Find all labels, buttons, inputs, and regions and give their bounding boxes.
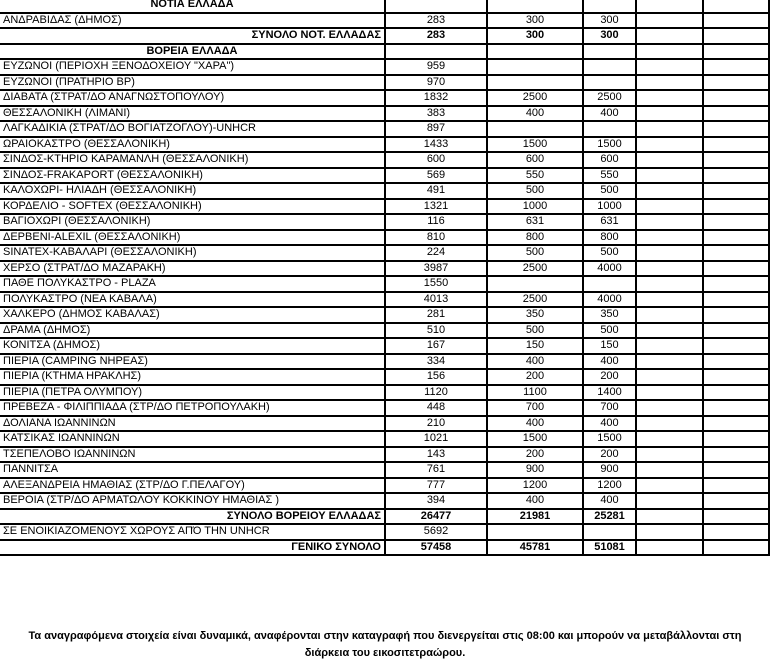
- cell-value-1: 897: [385, 121, 487, 137]
- cell-value-2: 300: [487, 13, 583, 29]
- cell-value-3: [583, 0, 636, 13]
- cell-empty-4: [636, 28, 703, 44]
- cell-empty-4: [636, 354, 703, 370]
- cell-value-3: 500: [583, 245, 636, 261]
- cell-empty-4: [636, 183, 703, 199]
- cell-value-2: 500: [487, 183, 583, 199]
- cell-empty-4: [636, 90, 703, 106]
- cell-value-2: 2500: [487, 261, 583, 277]
- table-row: [0, 400, 769, 416]
- cell-value-2: 45781: [487, 540, 583, 556]
- cell-value-3: 500: [583, 323, 636, 339]
- cell-empty-4: [636, 493, 703, 509]
- cell-site-name: ΔΡΑΜΑ (ΔΗΜΟΣ): [0, 323, 385, 339]
- cell-value-2: 1200: [487, 478, 583, 494]
- table-row: [0, 13, 769, 29]
- cell-value-2: 500: [487, 245, 583, 261]
- table-row: [0, 431, 769, 447]
- table-row: [0, 106, 769, 122]
- cell-value-3: [583, 524, 636, 540]
- cell-value-3: 1500: [583, 431, 636, 447]
- cell-value-3: 2500: [583, 90, 636, 106]
- cell-site-name: ΔΕΡΒΕΝΙ-ALEXIL (ΘΕΣΣΑΛΟΝΙΚΗ): [0, 230, 385, 246]
- cell-value-2: 2500: [487, 292, 583, 308]
- cell-empty-5: [703, 28, 769, 44]
- cell-value-2: [487, 59, 583, 75]
- cell-empty-4: [636, 338, 703, 354]
- cell-site-name: ΩΡΑΙΟΚΑΣΤΡΟ (ΘΕΣΣΑΛΟΝΙΚΗ): [0, 137, 385, 153]
- cell-value-3: 150: [583, 338, 636, 354]
- cell-value-2: 631: [487, 214, 583, 230]
- table-row: [0, 524, 769, 540]
- cell-value-3: 400: [583, 106, 636, 122]
- cell-value-1: 116: [385, 214, 487, 230]
- total-row: [0, 540, 769, 556]
- cell-empty-4: [636, 106, 703, 122]
- cell-site-name: ΣΥΝΟΛΟ ΒΟΡΕΙΟΥ ΕΛΛΑΔΑΣ: [0, 509, 385, 525]
- total-row: [0, 509, 769, 525]
- cell-empty-5: [703, 245, 769, 261]
- cell-value-2: 1500: [487, 137, 583, 153]
- cell-empty-4: [636, 0, 703, 13]
- cell-value-2: 500: [487, 323, 583, 339]
- cell-value-2: [487, 44, 583, 60]
- section-header-row: [0, 44, 769, 60]
- cell-site-name: ΒΕΡΟΙΑ (ΣΤΡ/ΔΟ ΑΡΜΑΤΩΛΟΥ ΚΟΚΚΙΝΟΥ ΗΜΑΘΙΑΣ ): [0, 493, 385, 509]
- cell-value-2: 300: [487, 28, 583, 44]
- footnote: [0, 628, 770, 662]
- cell-value-2: [487, 121, 583, 137]
- section-header-row: [0, 0, 769, 13]
- cell-value-2: 400: [487, 106, 583, 122]
- cell-value-2: 400: [487, 493, 583, 509]
- table-row: [0, 230, 769, 246]
- table-row: [0, 183, 769, 199]
- cell-site-name: ΕΥΖΩΝΟΙ (ΠΕΡΙΟΧΗ ΞΕΝΟΔΟΧΕΙΟΥ "ΧΑΡΑ"): [0, 59, 385, 75]
- cell-value-3: 1200: [583, 478, 636, 494]
- cell-value-1: 1321: [385, 199, 487, 215]
- cell-value-3: 1000: [583, 199, 636, 215]
- cell-empty-5: [703, 75, 769, 91]
- footnote-line-2: διάρκεια του εικοσιτετραώρου.: [304, 647, 466, 659]
- total-row: [0, 28, 769, 44]
- cell-value-2: 1000: [487, 199, 583, 215]
- cell-value-1: 281: [385, 307, 487, 323]
- cell-site-name: ΛΑΓΚΑΔΙΚΙΑ (ΣΤΡΑΤ/ΔΟ ΒΟΓΙΑΤΖΟΓΛΟΥ)-UNHCR: [0, 121, 385, 137]
- cell-empty-4: [636, 400, 703, 416]
- cell-empty-5: [703, 354, 769, 370]
- cell-value-1: [385, 0, 487, 13]
- cell-value-3: 200: [583, 447, 636, 463]
- cell-value-1: 26477: [385, 509, 487, 525]
- cell-value-3: 350: [583, 307, 636, 323]
- cell-empty-4: [636, 137, 703, 153]
- cell-value-3: 631: [583, 214, 636, 230]
- cell-empty-5: [703, 13, 769, 29]
- cell-value-3: 550: [583, 168, 636, 184]
- cell-value-3: 400: [583, 354, 636, 370]
- cell-value-1: 970: [385, 75, 487, 91]
- cell-site-name: ΧΕΡΣΟ (ΣΤΡΑΤ/ΔΟ ΜΑΖΑΡΑΚΗ): [0, 261, 385, 277]
- cell-value-3: 4000: [583, 261, 636, 277]
- cell-empty-4: [636, 199, 703, 215]
- cell-empty-5: [703, 416, 769, 432]
- table-row: [0, 59, 769, 75]
- cell-empty-5: [703, 540, 769, 556]
- cell-site-name: ΘΕΣΣΑΛΟΝΙΚΗ (ΛΙΜΑΝΙ): [0, 106, 385, 122]
- cell-empty-4: [636, 369, 703, 385]
- cell-empty-4: [636, 276, 703, 292]
- cell-value-3: 25281: [583, 509, 636, 525]
- cell-value-3: 600: [583, 152, 636, 168]
- table-row: [0, 168, 769, 184]
- cell-empty-5: [703, 478, 769, 494]
- table-row: [0, 137, 769, 153]
- cell-empty-5: [703, 292, 769, 308]
- table-row: [0, 385, 769, 401]
- cell-empty-5: [703, 59, 769, 75]
- table-row: [0, 214, 769, 230]
- cell-empty-5: [703, 493, 769, 509]
- cell-value-2: 900: [487, 462, 583, 478]
- cell-value-2: 21981: [487, 509, 583, 525]
- cell-empty-4: [636, 13, 703, 29]
- cell-site-name: ΚΟΡΔΕΛΙΟ - SOFTEX (ΘΕΣΣΑΛΟΝΙΚΗ): [0, 199, 385, 215]
- table-row: [0, 493, 769, 509]
- cell-value-2: 550: [487, 168, 583, 184]
- cell-value-3: 200: [583, 369, 636, 385]
- cell-empty-4: [636, 121, 703, 137]
- cell-value-3: [583, 276, 636, 292]
- cell-empty-4: [636, 478, 703, 494]
- table-row: [0, 338, 769, 354]
- cell-value-1: 156: [385, 369, 487, 385]
- cell-value-2: 150: [487, 338, 583, 354]
- cell-value-1: 1433: [385, 137, 487, 153]
- cell-value-2: [487, 75, 583, 91]
- cell-empty-5: [703, 431, 769, 447]
- cell-empty-4: [636, 59, 703, 75]
- cell-value-1: 491: [385, 183, 487, 199]
- cell-value-1: 5692: [385, 524, 487, 540]
- cell-value-1: 959: [385, 59, 487, 75]
- cell-value-2: 1500: [487, 431, 583, 447]
- cell-value-3: 700: [583, 400, 636, 416]
- cell-value-3: 500: [583, 183, 636, 199]
- cell-empty-5: [703, 307, 769, 323]
- cell-value-2: 700: [487, 400, 583, 416]
- cell-value-2: 800: [487, 230, 583, 246]
- cell-empty-4: [636, 75, 703, 91]
- cell-value-3: 400: [583, 493, 636, 509]
- cell-empty-5: [703, 44, 769, 60]
- cell-empty-4: [636, 152, 703, 168]
- cell-empty-4: [636, 540, 703, 556]
- cell-empty-5: [703, 323, 769, 339]
- cell-site-name: ΣΥΝΟΛΟ ΝΟΤ. ΕΛΛΑΔΑΣ: [0, 28, 385, 44]
- cell-value-1: 334: [385, 354, 487, 370]
- cell-site-name: SINATEX-ΚΑΒΑΛΑΡΙ (ΘΕΣΣΑΛΟΝΙΚΗ): [0, 245, 385, 261]
- cell-value-1: 167: [385, 338, 487, 354]
- cell-site-name: ΣΙΝΔΟΣ-ΚΤΗΡΙΟ ΚΑΡΑΜΑΝΛΗ (ΘΕΣΣΑΛΟΝΙΚΗ): [0, 152, 385, 168]
- cell-value-3: 300: [583, 28, 636, 44]
- cell-value-3: [583, 44, 636, 60]
- cell-empty-4: [636, 509, 703, 525]
- cell-site-name: ΚΟΝΙΤΣΑ (ΔΗΜΟΣ): [0, 338, 385, 354]
- table-row: [0, 307, 769, 323]
- cell-empty-5: [703, 462, 769, 478]
- cell-empty-5: [703, 183, 769, 199]
- cell-empty-4: [636, 462, 703, 478]
- cell-empty-5: [703, 261, 769, 277]
- cell-site-name: ΠΑΝΝΙΤΣΑ: [0, 462, 385, 478]
- footnote-line-1: Τα αναγραφόμενα στοιχεία είναι δυναμικά, αναφέρονται στην καταγραφή που διενεργείται στις 08:00 και μπορούν να μεταβάλλονται στη: [28, 630, 742, 642]
- cell-value-3: 400: [583, 416, 636, 432]
- cell-value-1: 1120: [385, 385, 487, 401]
- cell-empty-4: [636, 524, 703, 540]
- cell-value-1: 57458: [385, 540, 487, 556]
- cell-site-name: ΑΛΕΞΑΝΔΡΕΙΑ ΗΜΑΘΙΑΣ (ΣΤΡ/ΔΟ Γ.ΠΕΛΑΓΟΥ): [0, 478, 385, 494]
- cell-site-name: ΚΑΛΟΧΩΡΙ- ΗΛΙΑΔΗ (ΘΕΣΣΑΛΟΝΙΚΗ): [0, 183, 385, 199]
- cell-empty-5: [703, 230, 769, 246]
- cell-value-1: 143: [385, 447, 487, 463]
- table-row: [0, 276, 769, 292]
- cell-site-name: ΒΑΓΙΟΧΩΡΙ (ΘΕΣΣΑΛΟΝΙΚΗ): [0, 214, 385, 230]
- table-row: [0, 369, 769, 385]
- cell-value-3: 1400: [583, 385, 636, 401]
- cell-empty-5: [703, 385, 769, 401]
- cell-empty-4: [636, 292, 703, 308]
- cell-empty-5: [703, 90, 769, 106]
- cell-value-2: 400: [487, 354, 583, 370]
- cell-empty-5: [703, 338, 769, 354]
- cell-empty-4: [636, 230, 703, 246]
- cell-empty-5: [703, 106, 769, 122]
- cell-site-name: ΠΡΕΒΕΖΑ - ΦΙΛΙΠΠΙΑΔΑ (ΣΤΡ/ΔΟ ΠΕΤΡΟΠΟΥΛΑΚΗ): [0, 400, 385, 416]
- cell-value-1: 1832: [385, 90, 487, 106]
- cell-value-1: 448: [385, 400, 487, 416]
- cell-empty-4: [636, 307, 703, 323]
- cell-value-2: 600: [487, 152, 583, 168]
- cell-site-name: ΔΙΑΒΑΤΑ (ΣΤΡΑΤ/ΔΟ ΑΝΑΓΝΩΣΤΟΠΟΥΛΟΥ): [0, 90, 385, 106]
- table-row: [0, 245, 769, 261]
- cell-site-name: ΤΣΕΠΕΛΟΒΟ ΙΩΑΝΝΙΝΩΝ: [0, 447, 385, 463]
- cell-value-2: [487, 276, 583, 292]
- cell-value-2: 350: [487, 307, 583, 323]
- table-row: [0, 121, 769, 137]
- cell-value-2: 200: [487, 369, 583, 385]
- cell-empty-5: [703, 369, 769, 385]
- table-row: [0, 152, 769, 168]
- cell-site-name: ΣΕ ΕΝΟΙΚΙΑΖΟΜΕΝΟΥΣ ΧΩΡΟΥΣ ΑΠΌ ΤΗΝ UNHCR: [0, 524, 385, 540]
- cell-value-1: 383: [385, 106, 487, 122]
- cell-value-1: 3987: [385, 261, 487, 277]
- cell-value-2: [487, 0, 583, 13]
- cell-empty-4: [636, 447, 703, 463]
- cell-value-1: 394: [385, 493, 487, 509]
- cell-empty-5: [703, 152, 769, 168]
- cell-value-1: 224: [385, 245, 487, 261]
- table-row: [0, 323, 769, 339]
- cell-empty-4: [636, 168, 703, 184]
- cell-empty-5: [703, 524, 769, 540]
- cell-empty-4: [636, 44, 703, 60]
- cell-value-1: 210: [385, 416, 487, 432]
- cell-site-name: ΠΙΕΡΙΑ (ΚΤΗΜΑ ΗΡΑΚΛΗΣ): [0, 369, 385, 385]
- cell-empty-5: [703, 199, 769, 215]
- cell-empty-5: [703, 137, 769, 153]
- cell-empty-5: [703, 168, 769, 184]
- cell-value-2: 2500: [487, 90, 583, 106]
- cell-value-3: 800: [583, 230, 636, 246]
- cell-empty-5: [703, 447, 769, 463]
- cell-site-name: ΒΟΡΕΙΑ ΕΛΛΑΔΑ: [0, 44, 385, 60]
- cell-value-3: 51081: [583, 540, 636, 556]
- cell-value-1: 1021: [385, 431, 487, 447]
- table-row: [0, 199, 769, 215]
- cell-site-name: ΧΑΛΚΕΡΟ (ΔΗΜΟΣ ΚΑΒΑΛΑΣ): [0, 307, 385, 323]
- cell-value-3: [583, 121, 636, 137]
- cell-site-name: ΚΑΤΣΙΚΑΣ ΙΩΑΝΝΙΝΩΝ: [0, 431, 385, 447]
- cell-site-name: ΠΙΕΡΙΑ (ΠΕΤΡΑ ΟΛΥΜΠΟΥ): [0, 385, 385, 401]
- cell-value-1: [385, 44, 487, 60]
- cell-empty-5: [703, 276, 769, 292]
- cell-value-3: 4000: [583, 292, 636, 308]
- cell-empty-5: [703, 214, 769, 230]
- table-row: [0, 90, 769, 106]
- cell-value-1: 510: [385, 323, 487, 339]
- cell-value-2: [487, 524, 583, 540]
- cell-empty-4: [636, 245, 703, 261]
- cell-empty-4: [636, 323, 703, 339]
- table-row: [0, 462, 769, 478]
- cell-value-3: 900: [583, 462, 636, 478]
- table-row: [0, 292, 769, 308]
- cell-site-name: ΠΟΛΥΚΑΣΤΡΟ (ΝΕΑ ΚΑΒΑΛΑ): [0, 292, 385, 308]
- cell-site-name: ΠΙΕΡΙΑ (CAMPING ΝΗΡΕΑΣ): [0, 354, 385, 370]
- cell-site-name: ΠΑΘΕ ΠΟΛΥΚΑΣΤΡΟ - PLAZA: [0, 276, 385, 292]
- cell-empty-5: [703, 121, 769, 137]
- table-row: [0, 261, 769, 277]
- cell-empty-4: [636, 416, 703, 432]
- table-row: [0, 354, 769, 370]
- cell-empty-4: [636, 214, 703, 230]
- table-row: [0, 447, 769, 463]
- cell-site-name: ΑΝΔΡΑΒΙΔΑΣ (ΔΗΜΟΣ): [0, 13, 385, 29]
- cell-site-name: ΕΥΖΩΝΟΙ (ΠΡΑΤΗΡΙΟ BP): [0, 75, 385, 91]
- cell-value-1: 569: [385, 168, 487, 184]
- cell-value-1: 810: [385, 230, 487, 246]
- cell-value-2: 400: [487, 416, 583, 432]
- table-row: [0, 75, 769, 91]
- cell-value-1: 777: [385, 478, 487, 494]
- cell-site-name: ΣΙΝΔΟΣ-FRAKAPORT (ΘΕΣΣΑΛΟΝΙΚΗ): [0, 168, 385, 184]
- cell-empty-4: [636, 385, 703, 401]
- cell-site-name: ΝΟΤΙΑ ΕΛΛΑΔΑ: [0, 0, 385, 13]
- cell-value-1: 761: [385, 462, 487, 478]
- cell-value-1: 600: [385, 152, 487, 168]
- cell-value-3: 1500: [583, 137, 636, 153]
- cell-site-name: ΔΟΛΙΑΝΑ ΙΩΑΝΝΙΝΩΝ: [0, 416, 385, 432]
- table-row: [0, 416, 769, 432]
- cell-value-2: 200: [487, 447, 583, 463]
- cell-value-1: 4013: [385, 292, 487, 308]
- cell-empty-5: [703, 509, 769, 525]
- cell-value-3: 300: [583, 13, 636, 29]
- cell-value-2: 1100: [487, 385, 583, 401]
- cell-value-3: [583, 59, 636, 75]
- cell-empty-5: [703, 0, 769, 13]
- cell-value-1: 1550: [385, 276, 487, 292]
- cell-empty-5: [703, 400, 769, 416]
- table-row: [0, 478, 769, 494]
- cell-site-name: ΓΕΝΙΚΟ ΣΥΝΟΛΟ: [0, 540, 385, 556]
- cell-empty-4: [636, 431, 703, 447]
- cell-value-3: [583, 75, 636, 91]
- cell-value-1: 283: [385, 28, 487, 44]
- cell-empty-4: [636, 261, 703, 277]
- cell-value-1: 283: [385, 13, 487, 29]
